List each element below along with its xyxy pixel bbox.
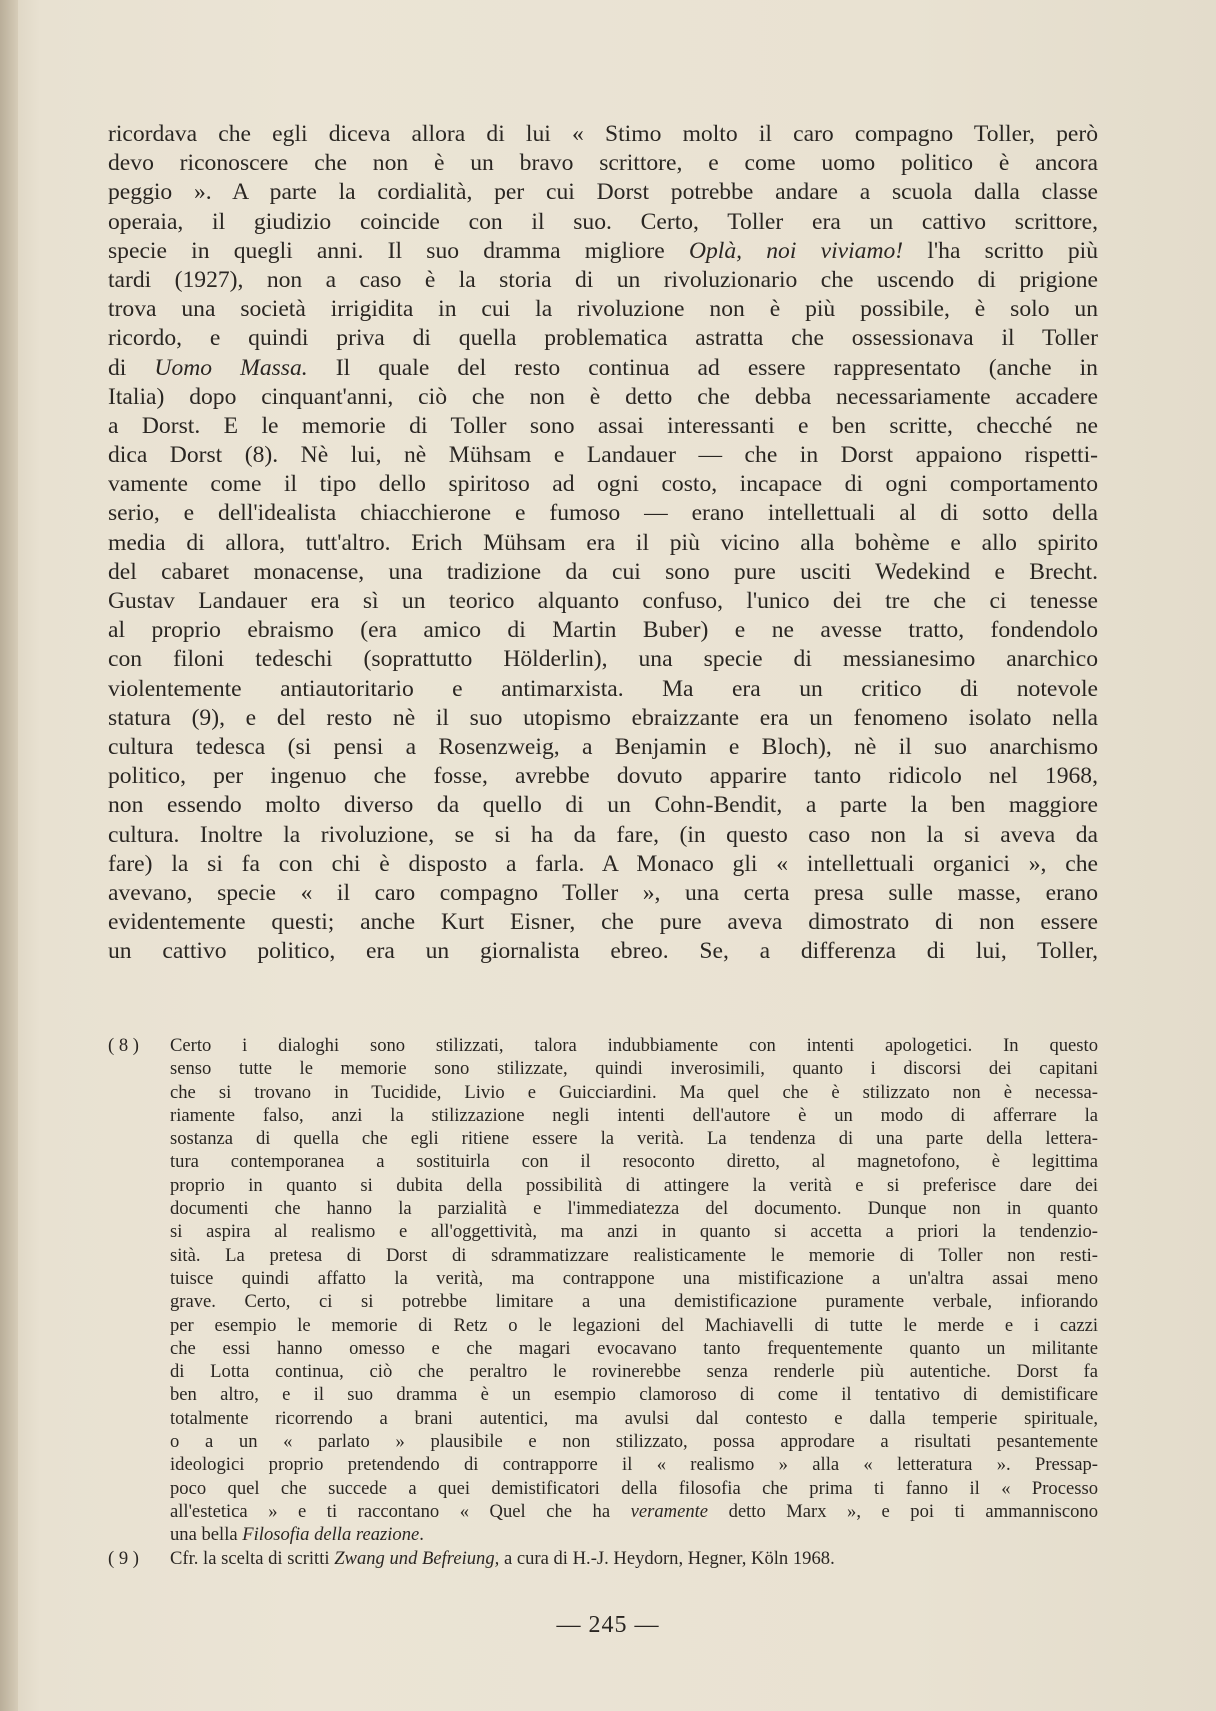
text-line [170,1383,1098,1406]
text-run: ideologici proprio pretendendo di contrapporre il « realismo » alla « letteratura ». Pressap- [170,1454,1098,1476]
text-run: violentemente antiautoritario e antimarxista. Ma era un critico di notevole [108,675,1098,702]
text-run: cultura tedesca (si pensi a Rosenzweig, a Benjamin e Bloch), nè il suo anarchismo [108,733,1098,760]
text-line [108,208,1098,237]
text-run: per esempio le memorie di Retz o le legazioni del Machiavelli di tutte le merde e i cazzi [170,1314,1098,1336]
text-line [108,675,1098,704]
text-run: ben altro, e il suo dramma è un esempio clamoroso di come il tentativo di demistificare [170,1384,1098,1406]
text-run: trova una società irrigidita in cui la rivoluzione non è più possibile, è solo un [108,296,1098,323]
text-line [108,499,1098,528]
text-line [108,529,1098,558]
text-line [108,616,1098,645]
text-run: ricordava che egli diceva allora di lui « Stimo molto il caro compagno Toller, però [108,121,1098,147]
text-line [108,412,1098,441]
footnotes [108,1034,1098,1570]
footnote-number: ( 9 ) [108,1547,139,1569]
italic-title: Zwang und Befreiung, [334,1547,500,1569]
text-line [170,1547,1098,1570]
text-run: detto Marx », e poi ti ammanniscono [708,1500,1098,1522]
text-line [108,762,1098,791]
text-line [170,1244,1098,1267]
text-run: . [419,1524,424,1546]
text-line [170,1267,1098,1290]
text-run: con filoni tedeschi (soprattutto Hölderlin), una specie di messianesimo anarchico [108,646,1098,673]
text-line [170,1034,1098,1057]
text-line [108,704,1098,733]
text-run: l'ha scritto più [903,237,1098,264]
text-line [108,937,1098,966]
text-line [170,1337,1098,1360]
text-line [108,470,1098,499]
text-run: una bella [170,1524,243,1546]
text-line [108,149,1098,178]
text-run: sità. La pretesa di Dorst di sdrammatizzare realisticamente le memorie di Toller non resti- [170,1244,1098,1266]
italic-title: veramente [630,1500,709,1522]
text-run: ricordo, e quindi priva di quella problematica astratta che ossessionava il Toller [108,325,1098,352]
text-line [108,120,1098,149]
text-run: riamente falso, anzi la stilizzazione negli intenti dell'autore è un modo di afferrare la [170,1104,1098,1126]
text-run: di [108,354,155,381]
text-run: si aspira al realismo e all'oggettività, ma anzi in quanto si accetta a priori la tendenzio- [170,1221,1098,1243]
text-run: grave. Certo, ci si potrebbe limitare a una demistificazione puramente verbale, infiorando [170,1291,1098,1313]
text-run: di Lotta continua, ciò che peraltro le rovinerebbe senza renderle più autentiche. Dorst fa [170,1361,1098,1383]
text-line [108,645,1098,674]
text-run: vamente come il tipo dello spiritoso ad ogni costo, incapace di ogni comportamento [108,471,1098,498]
text-run: operaia, il giudizio coincide con il suo. Certo, Toller era un cattivo scrittore, [108,208,1098,235]
text-run: al proprio ebraismo (era amico di Martin Buber) e ne avesse tratto, fondendolo [108,617,1098,644]
text-run: o a un « parlato » plausibile e non stilizzato, possa approdare a risultati pesantemente [170,1431,1098,1453]
text-line [108,441,1098,470]
text-line [170,1523,1098,1546]
text-line [170,1314,1098,1337]
text-run: a Dorst. E le memorie di Toller sono assai interessanti e ben scritte, checché ne [108,412,1098,439]
text-line [108,821,1098,850]
text-run: politico, per ingenuo che fosse, avrebbe dovuto apparire tanto ridicolo nel 1968, [108,763,1098,790]
page-number: — 245 — [556,1612,660,1638]
text-run: tardi (1927), non a caso è la storia di un rivoluzionario che uscendo di prigione [108,266,1098,293]
text-run: all'estetica » e ti raccontano « Quel che ha [170,1500,631,1522]
text-line [108,237,1098,266]
footnote-text [170,1034,1098,1547]
text-run: fare) la si fa con chi è disposto a farla. A Monaco gli « intellettuali organici », che [108,850,1098,877]
text-line [170,1430,1098,1453]
text-run: Italia) dopo cinquant'anni, ciò che non è detto che debba necessariamente accadere [108,383,1098,410]
text-line [170,1127,1098,1150]
page-spine-shadow [0,0,18,1711]
italic-title: Oplà, noi viviamo! [688,237,904,264]
text-line [108,850,1098,879]
text-line [108,558,1098,587]
text-line [108,295,1098,324]
text-run: poco quel che succede a quei demistificatori della filosofia che prima ti fanno il « Processo [170,1477,1098,1499]
text-run: statura (9), e del resto nè il suo utopismo ebraizzante era un fenomeno isolato nella [108,704,1098,731]
text-run: non essendo molto diverso da quello di un Cohn-Bendit, a parte la ben maggiore [108,792,1098,819]
text-run: senso tutte le memorie sono stilizzate, quindi inverosimili, quanto i discorsi dei capitani [170,1058,1098,1080]
text-line [170,1150,1098,1173]
text-line [170,1174,1098,1197]
text-line [108,879,1098,908]
text-line [108,733,1098,762]
text-line [170,1290,1098,1313]
text-line [108,266,1098,295]
text-line [108,908,1098,937]
text-line [108,791,1098,820]
text-run: a cura di H.-J. Heydorn, Hegner, Köln 1968. [499,1547,835,1569]
text-run: devo riconoscere che non è un bravo scrittore, e come uomo politico è ancora [108,150,1098,177]
text-line [108,354,1098,383]
text-run: serio, e dell'idealista chiacchierone e fumoso — erano intellettuali al di sotto della [108,500,1098,527]
text-line [170,1104,1098,1127]
text-line [108,324,1098,353]
text-line [108,383,1098,412]
text-line [170,1407,1098,1430]
text-run: tuisce quindi affatto la verità, ma contrappone una mistificazione a un'altra assai meno [170,1267,1098,1289]
text-run: del cabaret monacense, una tradizione da cui sono pure usciti Wedekind e Brecht. [108,558,1098,585]
footnote [108,1034,1098,1547]
text-line [170,1477,1098,1500]
text-run: Cfr. la scelta di scritti [170,1547,335,1569]
text-run: Il quale del resto continua ad essere rappresentato (anche in [307,354,1098,381]
text-run: media di allora, tutt'altro. Erich Mühsam era il più vicino alla bohème e allo spirito [108,529,1098,556]
text-run: Certo i dialoghi sono stilizzati, talora indubbiamente con intenti apologetici. In questo [170,1035,1098,1056]
footnote [108,1547,1098,1570]
text-run: tura contemporanea a sostituirla con il resoconto diretto, al magnetofono, è legittima [170,1151,1098,1173]
text-run: avevano, specie « il caro compagno Toller », una certa presa sulle masse, erano [108,879,1098,906]
text-run: dica Dorst (8). Nè lui, nè Mühsam e Landauer — che in Dorst appaiono rispetti- [108,442,1098,469]
text-line [108,587,1098,616]
text-run: un cattivo politico, era un giornalista ebreo. Se, a differenza di lui, Toller, [108,938,1098,965]
text-run: sostanza di quella che egli ritiene essere la verità. La tendenza di una parte della lettera- [170,1128,1098,1150]
text-run: totalmente ricorrendo a brani autentici, ma avulsi dal contesto e dalla temperie spirituale, [170,1407,1098,1429]
italic-title: Uomo Massa. [154,354,308,381]
text-run: proprio in quanto si dubita della possibilità di attingere la verità e si preferisce dare dei [170,1174,1098,1196]
text-line [170,1220,1098,1243]
footnote-number: ( 8 ) [108,1035,139,1056]
italic-title: Filosofia della reazione [242,1524,420,1546]
text-line [170,1360,1098,1383]
text-line [170,1453,1098,1476]
text-line [170,1081,1098,1104]
text-run: specie in quegli anni. Il suo dramma migliore [108,237,689,264]
text-run: Gustav Landauer era sì un teorico alquanto confuso, l'unico dei tre che ci tenesse [108,588,1098,614]
text-run: che essi hanno omesso e che magari evocavano tanto frequentemente quanto un militante [170,1337,1098,1359]
text-run: documenti che hanno la parzialità e l'immediatezza del documento. Dunque non in quanto [170,1198,1098,1220]
text-line [108,178,1098,207]
text-run: che si trovano in Tucidide, Livio e Guicciardini. Ma quel che è stilizzato non è necessa- [170,1081,1098,1103]
text-line [170,1057,1098,1080]
footnote-text [170,1547,1098,1570]
text-line [170,1500,1098,1523]
text-run: evidentemente questi; anche Kurt Eisner, che pure aveva dimostrato di non essere [108,909,1098,936]
text-line [170,1197,1098,1220]
text-run: cultura. Inoltre la rivoluzione, se si ha da fare, (in questo caso non la si aveva da [108,821,1098,848]
text-run: peggio ». A parte la cordialità, per cui Dorst potrebbe andare a scuola dalla classe [108,179,1098,206]
body-text [108,120,1098,966]
